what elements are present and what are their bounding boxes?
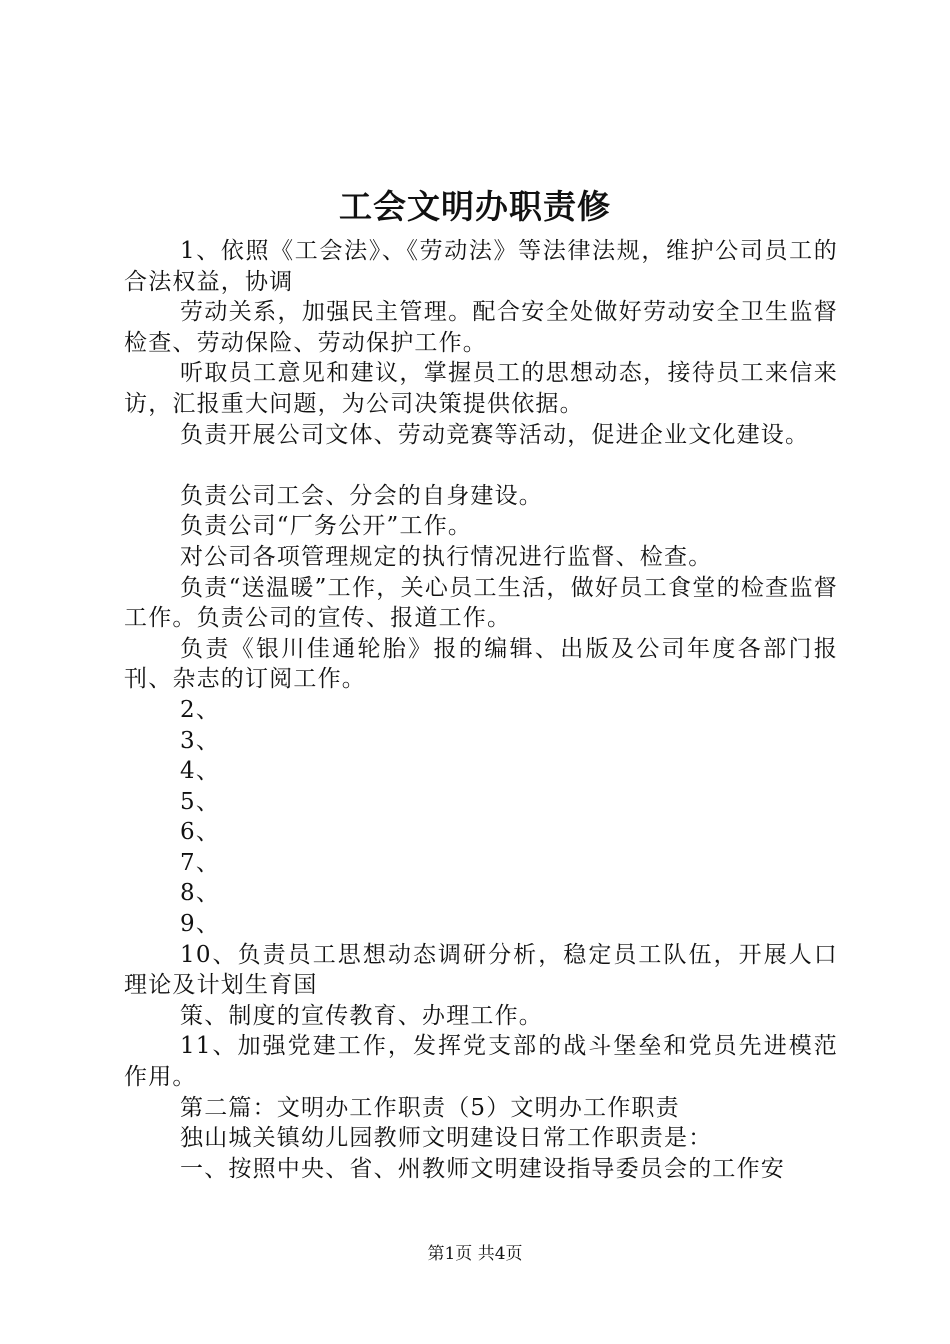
paragraph: 负责公司“厂务公开”工作。	[180, 513, 473, 540]
page-footer: 第1页 共4页	[427, 1244, 523, 1264]
list-number: 9、	[180, 911, 221, 938]
list-number: 3、	[180, 727, 221, 754]
paragraph: 独山城关镇幼儿园教师文明建设日常工作职责是：	[180, 1125, 713, 1152]
list-number: 8、	[180, 880, 221, 907]
paragraph: 对公司各项管理规定的执行情况进行监督、检查。	[180, 543, 713, 570]
paragraph: 负责《银川佳通轮胎》报的编辑、出版及公司年度各部门报刊、杂志的订阅工作。	[124, 635, 838, 693]
document-title: 工会文明办职责修	[339, 187, 611, 226]
paragraph-spacer	[124, 450, 838, 481]
paragraph: 负责公司工会、分会的自身建设。	[180, 482, 543, 509]
paragraph: 一、按照中央、省、州教师文明建设指导委员会的工作安	[180, 1155, 785, 1182]
document-body	[124, 236, 838, 1184]
paragraph: 负责“送温暖”工作，关心员工生活，做好员工食堂的检查监督工作。负责公司的宣传、报道工作。	[124, 574, 838, 632]
paragraph: 负责开展公司文体、劳动竞赛等活动，促进企业文化建设。	[180, 421, 810, 448]
paragraph: 劳动关系，加强民主管理。配合安全处做好劳动安全卫生监督检查、劳动保险、劳动保护工作。	[124, 299, 838, 356]
list-number: 4、	[180, 758, 221, 785]
paragraph: 听取员工意见和建议，掌握员工的思想动态，接待员工来信来访，汇报重大问题，为公司决策提供依据。	[124, 360, 838, 417]
list-number: 7、	[180, 849, 221, 876]
paragraph: 10、负责员工思想动态调研分析，稳定员工队伍，开展人口理论及计划生育国	[124, 941, 838, 999]
list-number: 6、	[180, 819, 221, 846]
list-number: 5、	[180, 788, 221, 815]
paragraph: 11、加强党建工作，发挥党支部的战斗堡垒和党员先进模范作用。	[124, 1033, 838, 1091]
section-heading: 第二篇：文明办工作职责（5）文明办工作职责	[180, 1094, 680, 1121]
paragraph: 1、依照《工会法》、《劳动法》等法律法规，维护公司员工的合法权益，协调	[124, 238, 838, 295]
list-number: 2、	[180, 696, 221, 723]
paragraph: 策、制度的宣传教育、办理工作。	[180, 1002, 543, 1029]
